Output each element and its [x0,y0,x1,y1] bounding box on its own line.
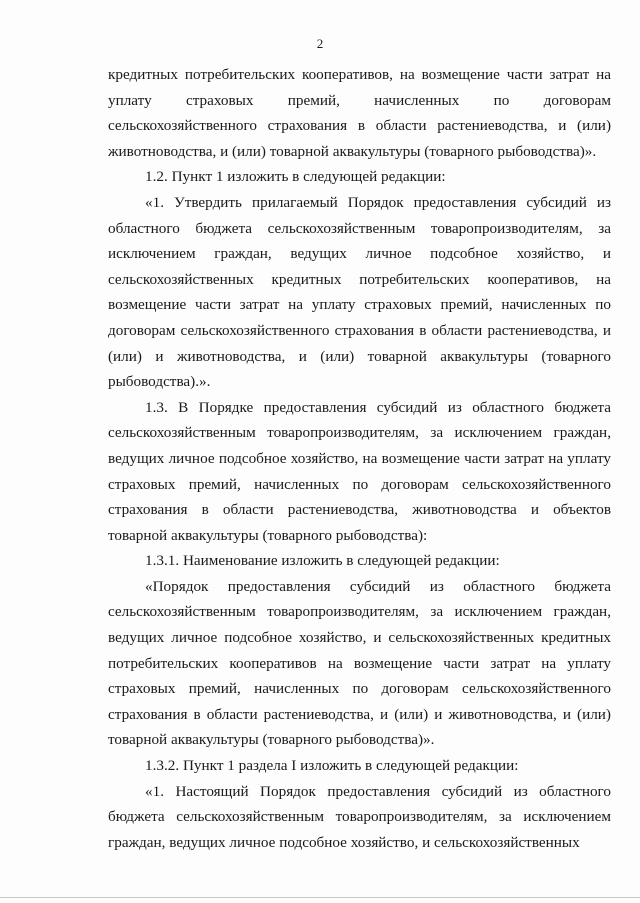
paragraph-item-1-3-2: 1.3.2. Пункт 1 раздела I изложить в следующей редакции: [145,757,519,775]
paragraph-item-1-3: 1.3. В Порядке предоставления субсидий из областного бюджета сельскохозяйственным товаропроизводителям, за исключением граждан, ведущих личное подсобное хозяйство, на возмещение части затрат на уплату страховых премий, начисленных по договорам сельскохозяйственного страхования в области растениеводства, животноводства и объектов товарной аквакультуры (товарного рыбоводства): [108,398,611,544]
scan-bottom-edge [0,897,640,898]
paragraph-continuation: кредитных потребительских кооперативов, на возмещение части затрат на уплату страховых премий, начисленных по договорам сельскохозяйственного страхования в области растениеводства, и (или) животноводства, и (или) товарной аквакультуры (товарного рыбоводства)». [108,66,611,160]
paragraph-quote-item-1: «1. Утвердить прилагаемый Порядок предоставления субсидий из областного бюджета сельскохозяйственным товаропроизводителям, за исключением граждан, ведущих личное подсобное хозяйство, и сельскохозяйственных кредитных потребительских кооперативов, на возмещение части затрат на уплату страховых премий, начисленных по договорам сельскохозяйственного страхования в области растениеводства, и (или) и животноводства, и (или) товарной аквакультуры (товарного рыбоводства).». [108,193,611,391]
document-body [108,62,611,855]
paragraph-quote-title: «Порядок предоставления субсидий из областного бюджета сельскохозяйственным товаропроизводителям, за исключением граждан, ведущих личное подсобное хозяйство, и сельскохозяйственных кредитных потребительских кооперативов на возмещение части затрат на уплату страховых премий, начисленных по договорам сельскохозяйственного страхования в области растениеводства, и (или) и животноводства, и (или) товарной аквакультуры (товарного рыбоводства)». [108,577,611,749]
paragraph-item-1-3-1: 1.3.1. Наименование изложить в следующей редакции: [145,552,500,570]
paragraph-quote-section-1: «1. Настоящий Порядок предоставления субсидий из областного бюджета сельскохозяйственным товаропроизводителям, за исключением граждан, ведущих личное подсобное хозяйство, и сельскохозяйственных [108,782,611,851]
paragraph-item-1-2: 1.2. Пункт 1 изложить в следующей редакции: [145,168,446,186]
page-number: 2 [316,36,324,51]
